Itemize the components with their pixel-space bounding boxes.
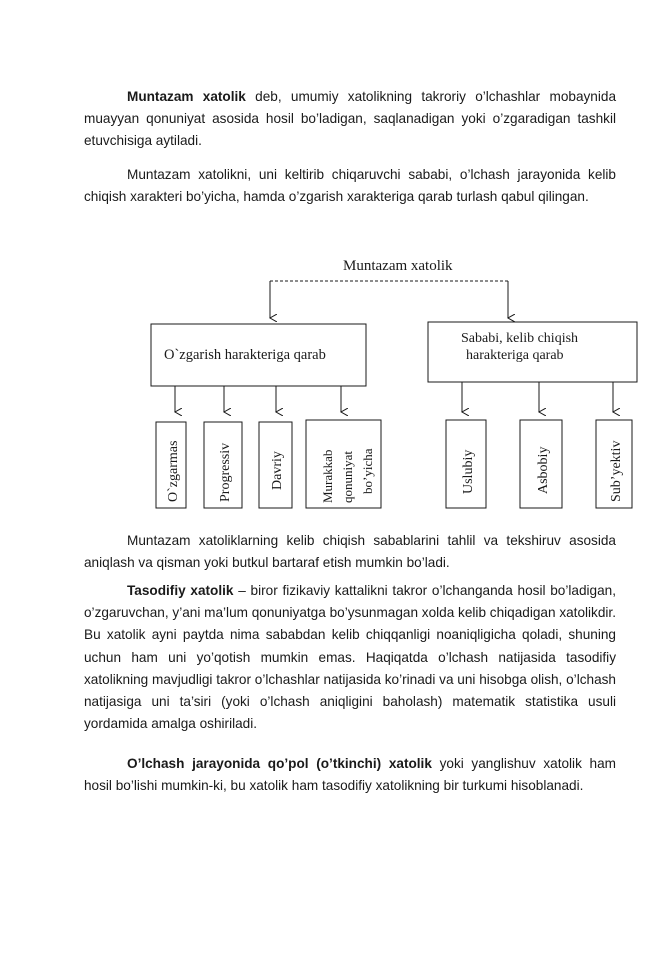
item-box-periodic bbox=[259, 422, 292, 508]
paragraph-text: Muntazam xatoliklarning kelib chiqish sabablarini tahlil va tekshiruv asosida aniqlash va qisman yoki butkul bartaraf etish mumkin bo’ladi. bbox=[84, 533, 616, 571]
paragraph-elimination bbox=[84, 530, 616, 574]
item-box-progressive bbox=[204, 422, 242, 508]
paragraph-text: deb, umumiy xatolikning takroriy o’lchashlar mobaynida muayyan qonuniyat asosida hosil bo’ladigan, saqlanadigan yoki o’zgaradigan tashkil etuvchisiga aytiladi. bbox=[84, 89, 617, 149]
item-label-complex-2: qonuniyat bbox=[340, 451, 355, 503]
item-label-constant: O`zgarmas bbox=[166, 440, 181, 502]
item-label-subjective: Sub’yektiv bbox=[609, 440, 624, 502]
paragraph-random-error bbox=[84, 580, 616, 735]
diagram-title: Muntazam xatolik bbox=[343, 258, 453, 274]
paragraph-text: Muntazam xatolikni, uni keltirib chiqaruvchi sababi, o’lchash jarayonida kelib chiqish xarakteri bo’yicha, hamda o’zgarish xarakteriga qarab turlash qabul qilingan. bbox=[84, 167, 616, 205]
item-box-instrumental bbox=[520, 420, 562, 508]
right-group-label-line1: Sababi, kelib chiqish bbox=[461, 331, 579, 346]
item-label-complex-1: Murakkab bbox=[320, 449, 335, 503]
item-label-complex-3: bo’yicha bbox=[360, 448, 375, 494]
term-gross-error: O’lchash jarayonida qo’pol (o’tkinchi) xatolik bbox=[127, 756, 432, 771]
item-label-progressive: Progressiv bbox=[218, 442, 233, 502]
right-arrows bbox=[462, 382, 613, 412]
item-label-methodical: Uslubiy bbox=[461, 449, 476, 494]
paragraph-text: – biror fizikaviy kattalikni takror o’lchanganda hosil bo’ladigan, o’zgaruvchan, y’ani ma’lum qonuniyatga bo’ysunmagan xolda kelib chiqadigan xatolikdir. Bu xatolik ayni paytda nima sababdan kelib chiqqanligi noaniqligicha qoladi, shuning uchun ham uni yo’qotish mumkin emas. Haqiqatda o’lchash natijasida tasodifiy xatolikning mavjudligi takror o’lchashlar natijasida ko’rinadi va uni hisobga olish, o’lchash natijasiga uni ta’siri (yoki o’lchash aniqligini baholash) matematik statistika usuli yordamida amalga oshiriladi. bbox=[84, 583, 616, 732]
left-group-label: O`zgarish harakteriga qarab bbox=[164, 347, 326, 363]
left-group-box bbox=[151, 324, 366, 386]
item-label-periodic: Davriy bbox=[270, 451, 285, 490]
paragraph-gross-error bbox=[84, 753, 616, 797]
item-label-instrumental: Asbobiy bbox=[536, 446, 551, 494]
right-group-label-line2: harakteriga qarab bbox=[466, 348, 564, 363]
item-box-complex bbox=[306, 420, 381, 508]
left-arrows bbox=[175, 386, 341, 412]
paragraph-text: yoki yanglishuv xatolik ham hosil bo’lishi mumkin-ki, bu xatolik ham tasodifiy xatolikning bir turkumi hisoblanadi. bbox=[84, 756, 616, 794]
item-box-methodical bbox=[446, 420, 486, 508]
item-box-subjective bbox=[596, 420, 632, 508]
title-connector bbox=[270, 281, 508, 318]
item-box-constant bbox=[156, 422, 186, 508]
term-systematic-error: Muntazam xatolik bbox=[127, 89, 246, 104]
term-random-error: Tasodifiy xatolik bbox=[127, 583, 234, 598]
right-group-box bbox=[428, 322, 637, 382]
